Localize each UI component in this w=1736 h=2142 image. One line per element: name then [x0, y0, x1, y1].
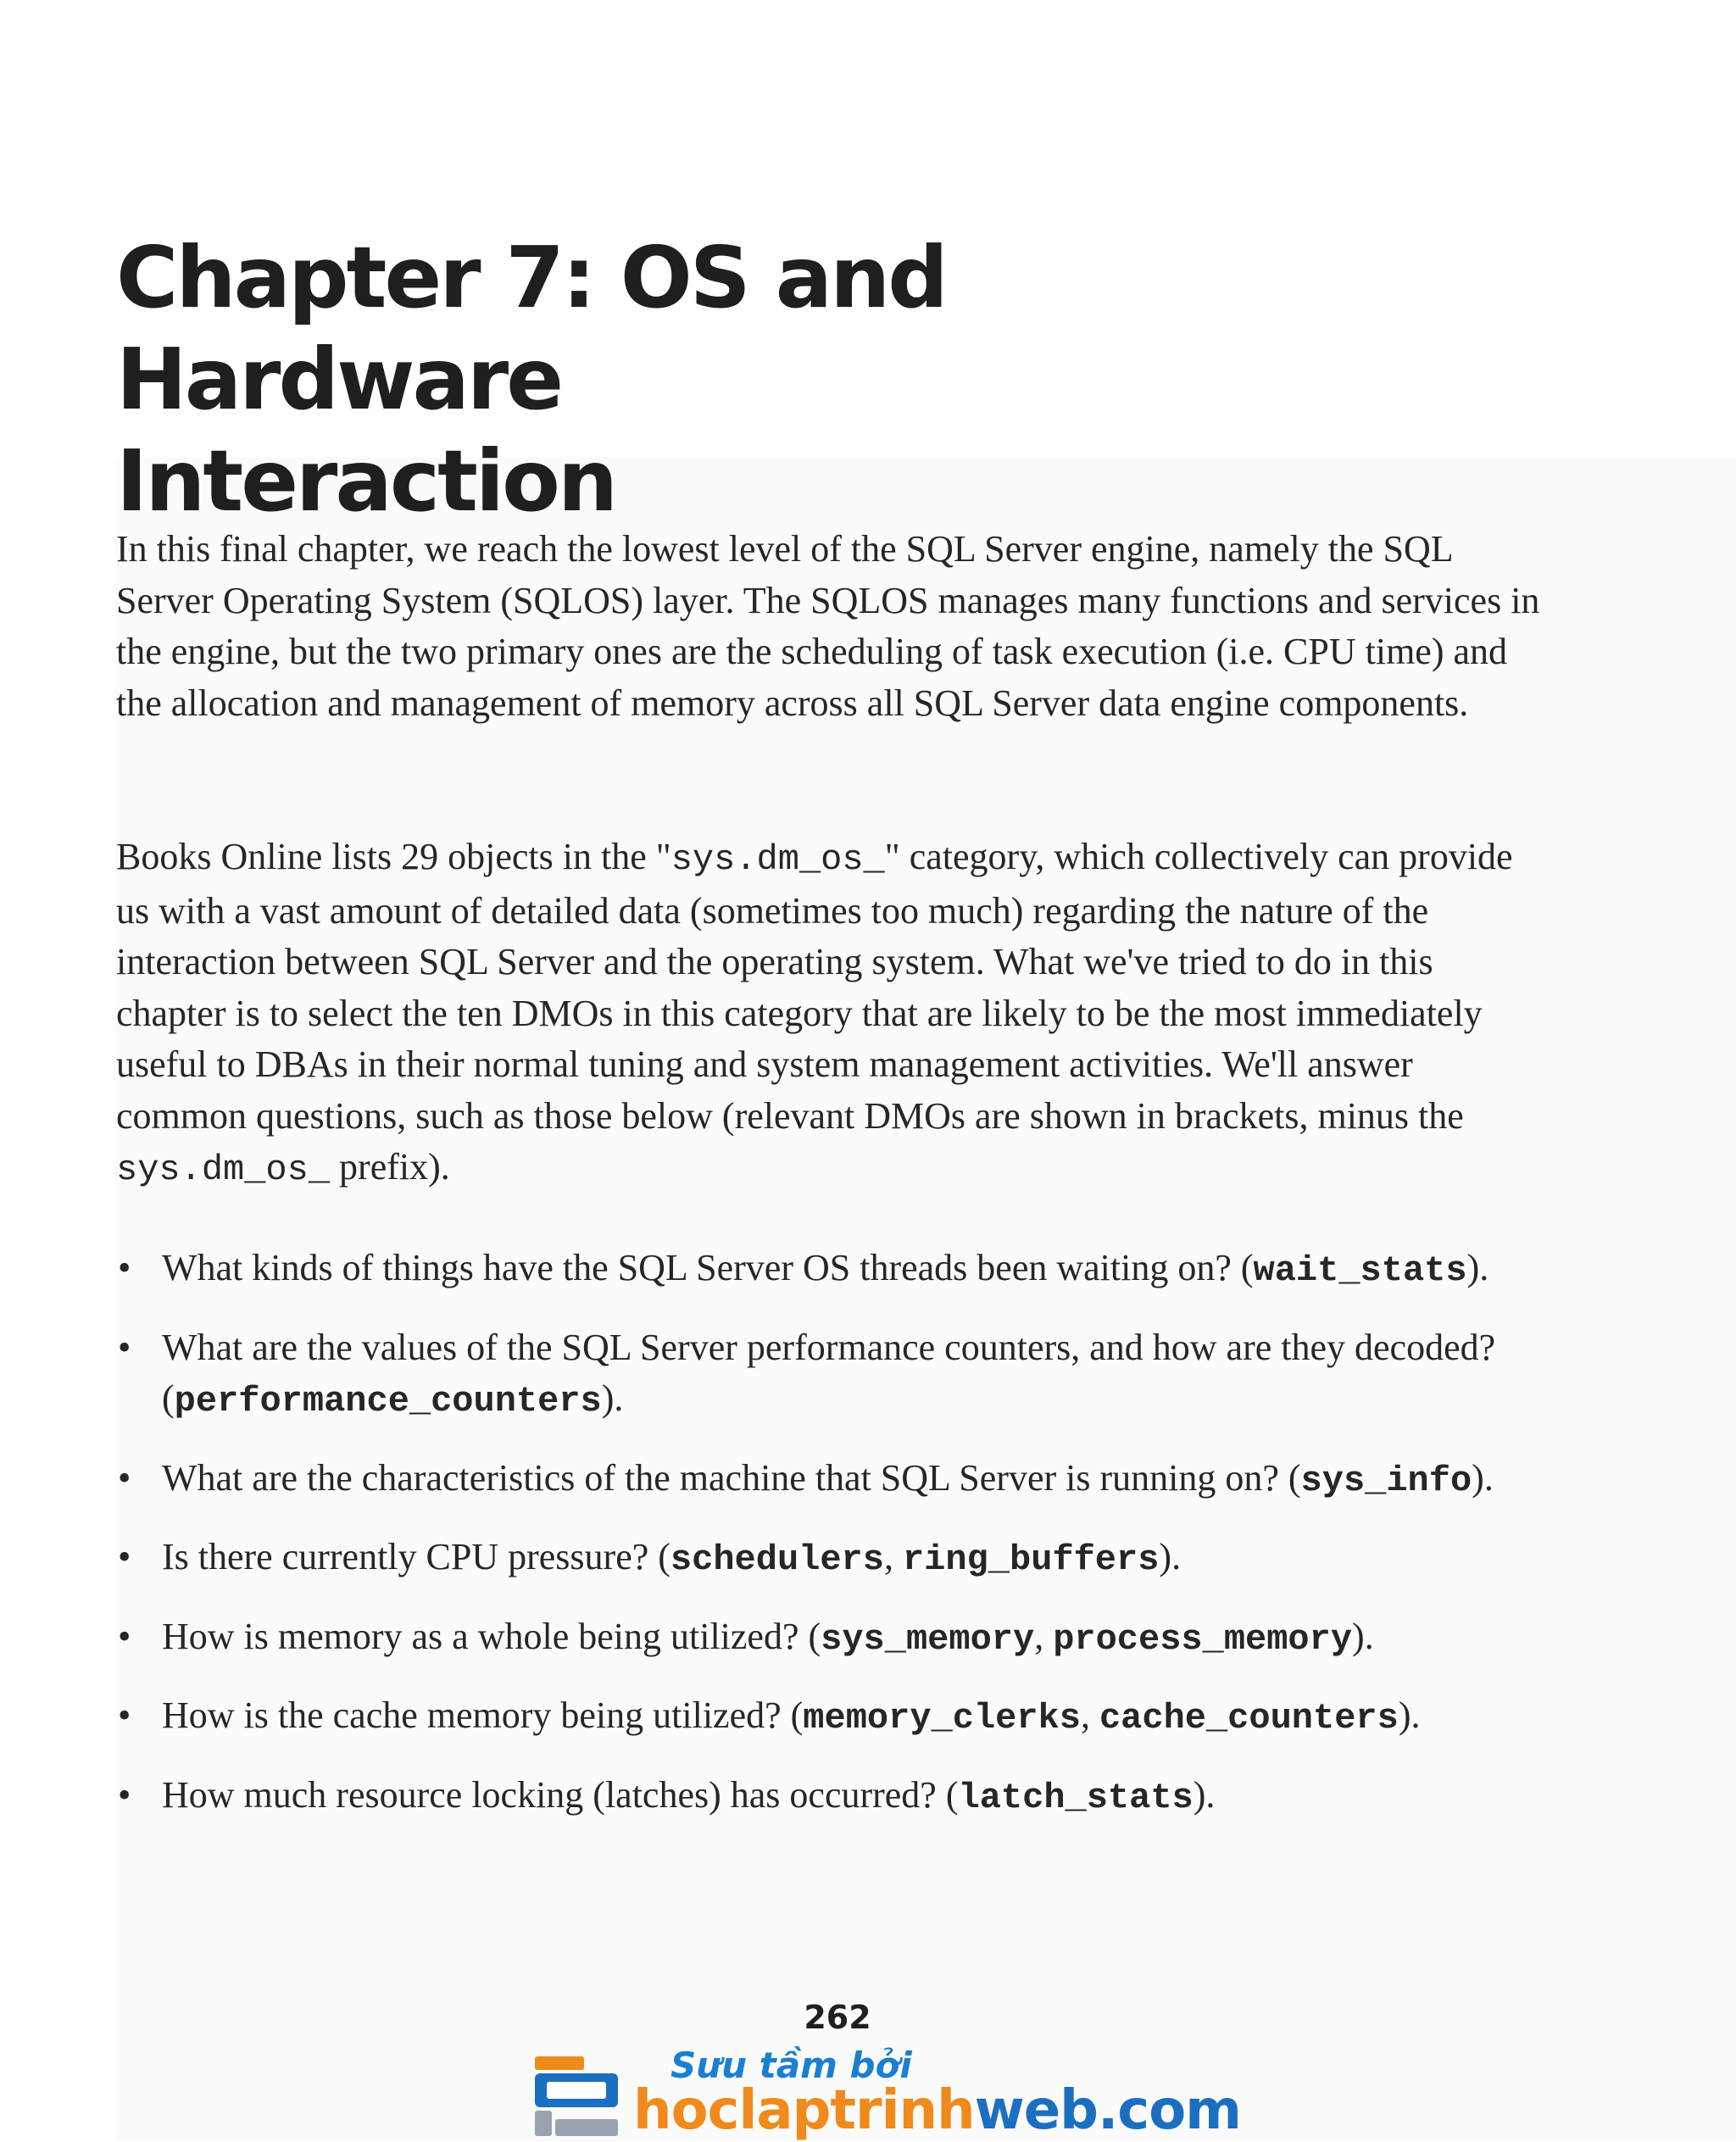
- intro-paragraph: In this final chapter, we reach the lowest level of the SQL Server engine, namely the SQL Server Operating System (SQLOS) layer. The SQLOS manages many functions and services in the engine, but the two primary ones are the scheduling of task execution (i.e. CPU time) and the allocation and management of memory across all SQL Server data engine components.: [116, 528, 1540, 724]
- bullet-end: ).: [1472, 1456, 1494, 1499]
- bullet-text: How is memory as a whole being utilized? (: [162, 1615, 821, 1657]
- paragraph-text: prefix).: [330, 1146, 450, 1188]
- dmo-name: latch_stats: [958, 1777, 1194, 1818]
- bullet-end: ).: [1352, 1615, 1374, 1657]
- dmo-name: ring_buffers: [902, 1539, 1160, 1580]
- dmo-name: cache_counters: [1099, 1698, 1399, 1739]
- code-separator: ,: [883, 1536, 903, 1577]
- bullet-text: How much resource locking (latches) has occurred? (: [162, 1773, 959, 1816]
- bullet-item: [116, 1770, 1608, 1824]
- code-separator: ,: [1080, 1694, 1099, 1736]
- bullet-dot-icon: •: [118, 1247, 131, 1288]
- bullet-item: [116, 1690, 1608, 1744]
- dmo-name: sys_memory: [821, 1618, 1035, 1660]
- bullet-text: What kinds of things have the SQL Server OS threads been waiting on? (: [162, 1247, 1254, 1288]
- books-online-paragraph: [116, 832, 1549, 1196]
- inline-code: sys.dm_os_: [116, 1149, 331, 1190]
- bullet-item: [116, 1453, 1608, 1507]
- paragraph-text: Books Online lists 29 objects in the ": [116, 836, 671, 877]
- bullet-text: What are the values of the SQL Server performance counters, and how are they decoded? (: [162, 1326, 1496, 1419]
- bullet-item: [116, 1611, 1608, 1666]
- code-separator: ,: [1034, 1615, 1054, 1657]
- watermark-site-part-2: web.com: [974, 2079, 1241, 2142]
- bullet-text: What are the characteristics of the machine that SQL Server is running on? (: [162, 1456, 1301, 1499]
- bullet-end: ).: [1466, 1247, 1489, 1288]
- page-number: 262: [804, 1999, 871, 2036]
- watermark-tagline: Sưu tầm bởi: [670, 2045, 912, 2086]
- bullet-dot-icon: •: [118, 1615, 131, 1657]
- dmo-name: sys_info: [1300, 1460, 1472, 1501]
- bullet-end: ).: [601, 1377, 624, 1419]
- bullet-dot-icon: •: [118, 1773, 131, 1816]
- chapter-title: [116, 227, 1388, 532]
- bullet-item: [116, 1243, 1608, 1297]
- dmo-name: process_memory: [1053, 1618, 1353, 1660]
- dmo-name: wait_stats: [1253, 1250, 1467, 1291]
- bullet-end: ).: [1193, 1773, 1216, 1816]
- dmo-name: performance_counters: [174, 1381, 602, 1422]
- dmo-name: schedulers: [670, 1539, 884, 1580]
- dmo-name: memory_clerks: [803, 1698, 1081, 1739]
- bullet-item: [116, 1322, 1608, 1427]
- bullet-dot-icon: •: [118, 1536, 131, 1577]
- paragraph-text: " category, which collectively can provide us with a vast amount of detailed data (sometimes too much) regarding the nature of the interaction between SQL Server and the operating system. What we've tried to do in this chapter is to select the ten DMOs in this category that are likely to be the most immediately useful to DBAs in their normal tuning and system management activities. We'll answer common questions, such as those below (relevant DMOs are shown in brackets, minus the: [116, 836, 1513, 1137]
- bullet-dot-icon: •: [118, 1326, 131, 1368]
- bullet-text: Is there currently CPU pressure? (: [162, 1536, 670, 1577]
- bullet-end: ).: [1398, 1694, 1421, 1736]
- bullet-dot-icon: •: [118, 1456, 131, 1499]
- inline-code: sys.dm_os_: [670, 839, 885, 880]
- bullet-dot-icon: •: [118, 1694, 131, 1736]
- watermark-site-part-1: hoclaptrinh: [633, 2079, 975, 2142]
- bullet-end: ).: [1159, 1536, 1182, 1577]
- bullet-item: [116, 1532, 1608, 1586]
- questions-bullet-list: [116, 1243, 1608, 1849]
- watermark-site-name: [633, 2080, 1241, 2141]
- bullet-text: How is the cache memory being utilized? (: [162, 1694, 804, 1736]
- chapter-title-line-2: Interaction: [116, 431, 616, 531]
- watermark: [530, 2043, 1241, 2142]
- chapter-title-line-1: Chapter 7: OS and Hardware: [116, 228, 946, 429]
- watermark-logo-icon: [530, 2048, 623, 2141]
